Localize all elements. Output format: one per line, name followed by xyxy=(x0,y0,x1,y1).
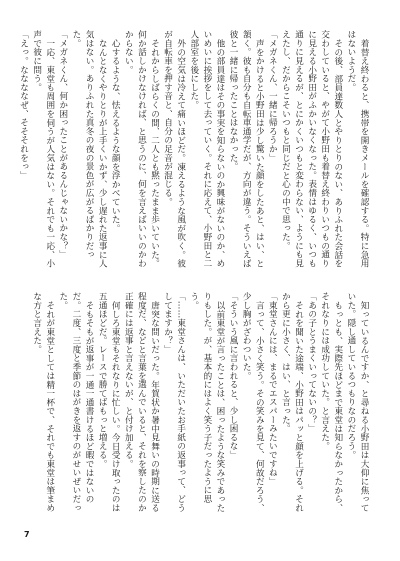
paragraph: その後、部員達数人とやりとりのない、ありふれた会話を交わしていると、やがて小野田も着替え終わりいつもの通りに見える小野田がふかいなくなった。表情はゆるく、いつも通りに見えるが、とにかくいつもと変わらない、ようにも見えたし、だからこそいつもと同じだと心の中で思った。 xyxy=(280,30,343,268)
dialogue-line: 「東堂さんには、まるでエスパーみたいですね」 xyxy=(267,292,278,486)
paragraph: 一応、東堂も周囲を伺うが人気はない。それでも一応、小声で彼に問う。 xyxy=(31,30,55,268)
paragraph: それからしばらくの間、二人とも黙ったまま歩いていた。何か話しかけなければ、と思うのに、何を言えばいいのかわからない。 xyxy=(123,30,160,268)
paragraph: もっとも、実際先ほどまで東堂は知らなかったから、それなりには成功していた。と言えた。 xyxy=(319,292,343,512)
paragraph: 言って、小さく笑う。その笑みを見て、何故だろう、少し胸がざわついた。 xyxy=(241,292,265,512)
text-block-top xyxy=(18,30,370,270)
page-number: 7 xyxy=(24,530,30,539)
paragraph: 着替え終わると、携帯を開きメールを確認する。特に急用はないようだ。 xyxy=(345,30,369,268)
paragraph: そもそもが返事が一通一通書けるほど暇ではないのだ。二度、三度と季節のはがきを返すのがせいぜいだった。 xyxy=(57,292,95,512)
paragraph: なんとなくやりとりが上手くいかず、少し遅れた返事に人気はない。ありふれた真冬の夜の景色が広がるばかりだった。 xyxy=(70,30,108,268)
paragraph: 知っているんですか、と尋ねる小野田は大仰に焦っていた。隠し通しているつもりなのだろう。 xyxy=(345,292,369,512)
paragraph: 唐突な問いだった。年賀状か暑中見舞いの時期に送る程度だ、などと言葉を選んでいると、それを察したのか正確には返事と言えないが、と付け加える。 xyxy=(123,292,160,512)
paragraph: それが東堂としては精一杯で、それでも東堂は筆まめな方と言えた。 xyxy=(31,292,55,512)
paragraph: 心するような、怯えるような顔を浮かべていた。 xyxy=(110,38,121,233)
paragraph: 外の空気は冷えて痛いほどだ。凍えるような風が吹く。彼が自転車を押す音と、自分の足音が混じる。 xyxy=(162,30,186,268)
paragraph: 他の部員達はその事実を知らないのか興味がないのか、めいめいに挨拶をして去っていく。それに応えて、小野田と二人部室を後にした。 xyxy=(188,30,225,268)
paragraph: 何しろ東堂もそれなりに忙しい。今日受け取ったのは五通ほどだ。レースで勝てばもっと増える。 xyxy=(97,292,121,512)
paragraph: それを聞いた途端、小野田はパッと顔を上げる。それから更に小さく、はい、と言った。 xyxy=(280,292,304,512)
dialogue-line: 「メガネくん、何か困ったことがあるんじゃないかな？」 xyxy=(57,30,68,259)
dialogue-line: 「あの子とうまくいってないの？」 xyxy=(306,292,317,433)
dialogue-line: 「えっ。ななななぜ、そそそれをっ」 xyxy=(18,30,29,180)
dialogue-line: 「……東堂さんは、いただいたお手紙の返事って、どうしてますか？」 xyxy=(162,292,186,512)
paragraph: 声をかけると小野田は少し驚いた顔をしたあと、はい、と頷く。彼も自分も自転車通学だが、方向が違う。そういえば彼と一緒に帰ったことはなかった。 xyxy=(228,30,265,268)
dialogue-line: 「そういう風に言われると、少し困るな」 xyxy=(228,292,239,460)
paragraph: 以前東堂が言ったことは、困ったような笑みであったりもした。が、基本的にはよく笑う子だったように思う。 xyxy=(188,292,225,512)
text-block-bottom xyxy=(32,292,370,520)
dialogue-line: 「メガネくん、一緒に帰ろうか」 xyxy=(267,30,278,162)
